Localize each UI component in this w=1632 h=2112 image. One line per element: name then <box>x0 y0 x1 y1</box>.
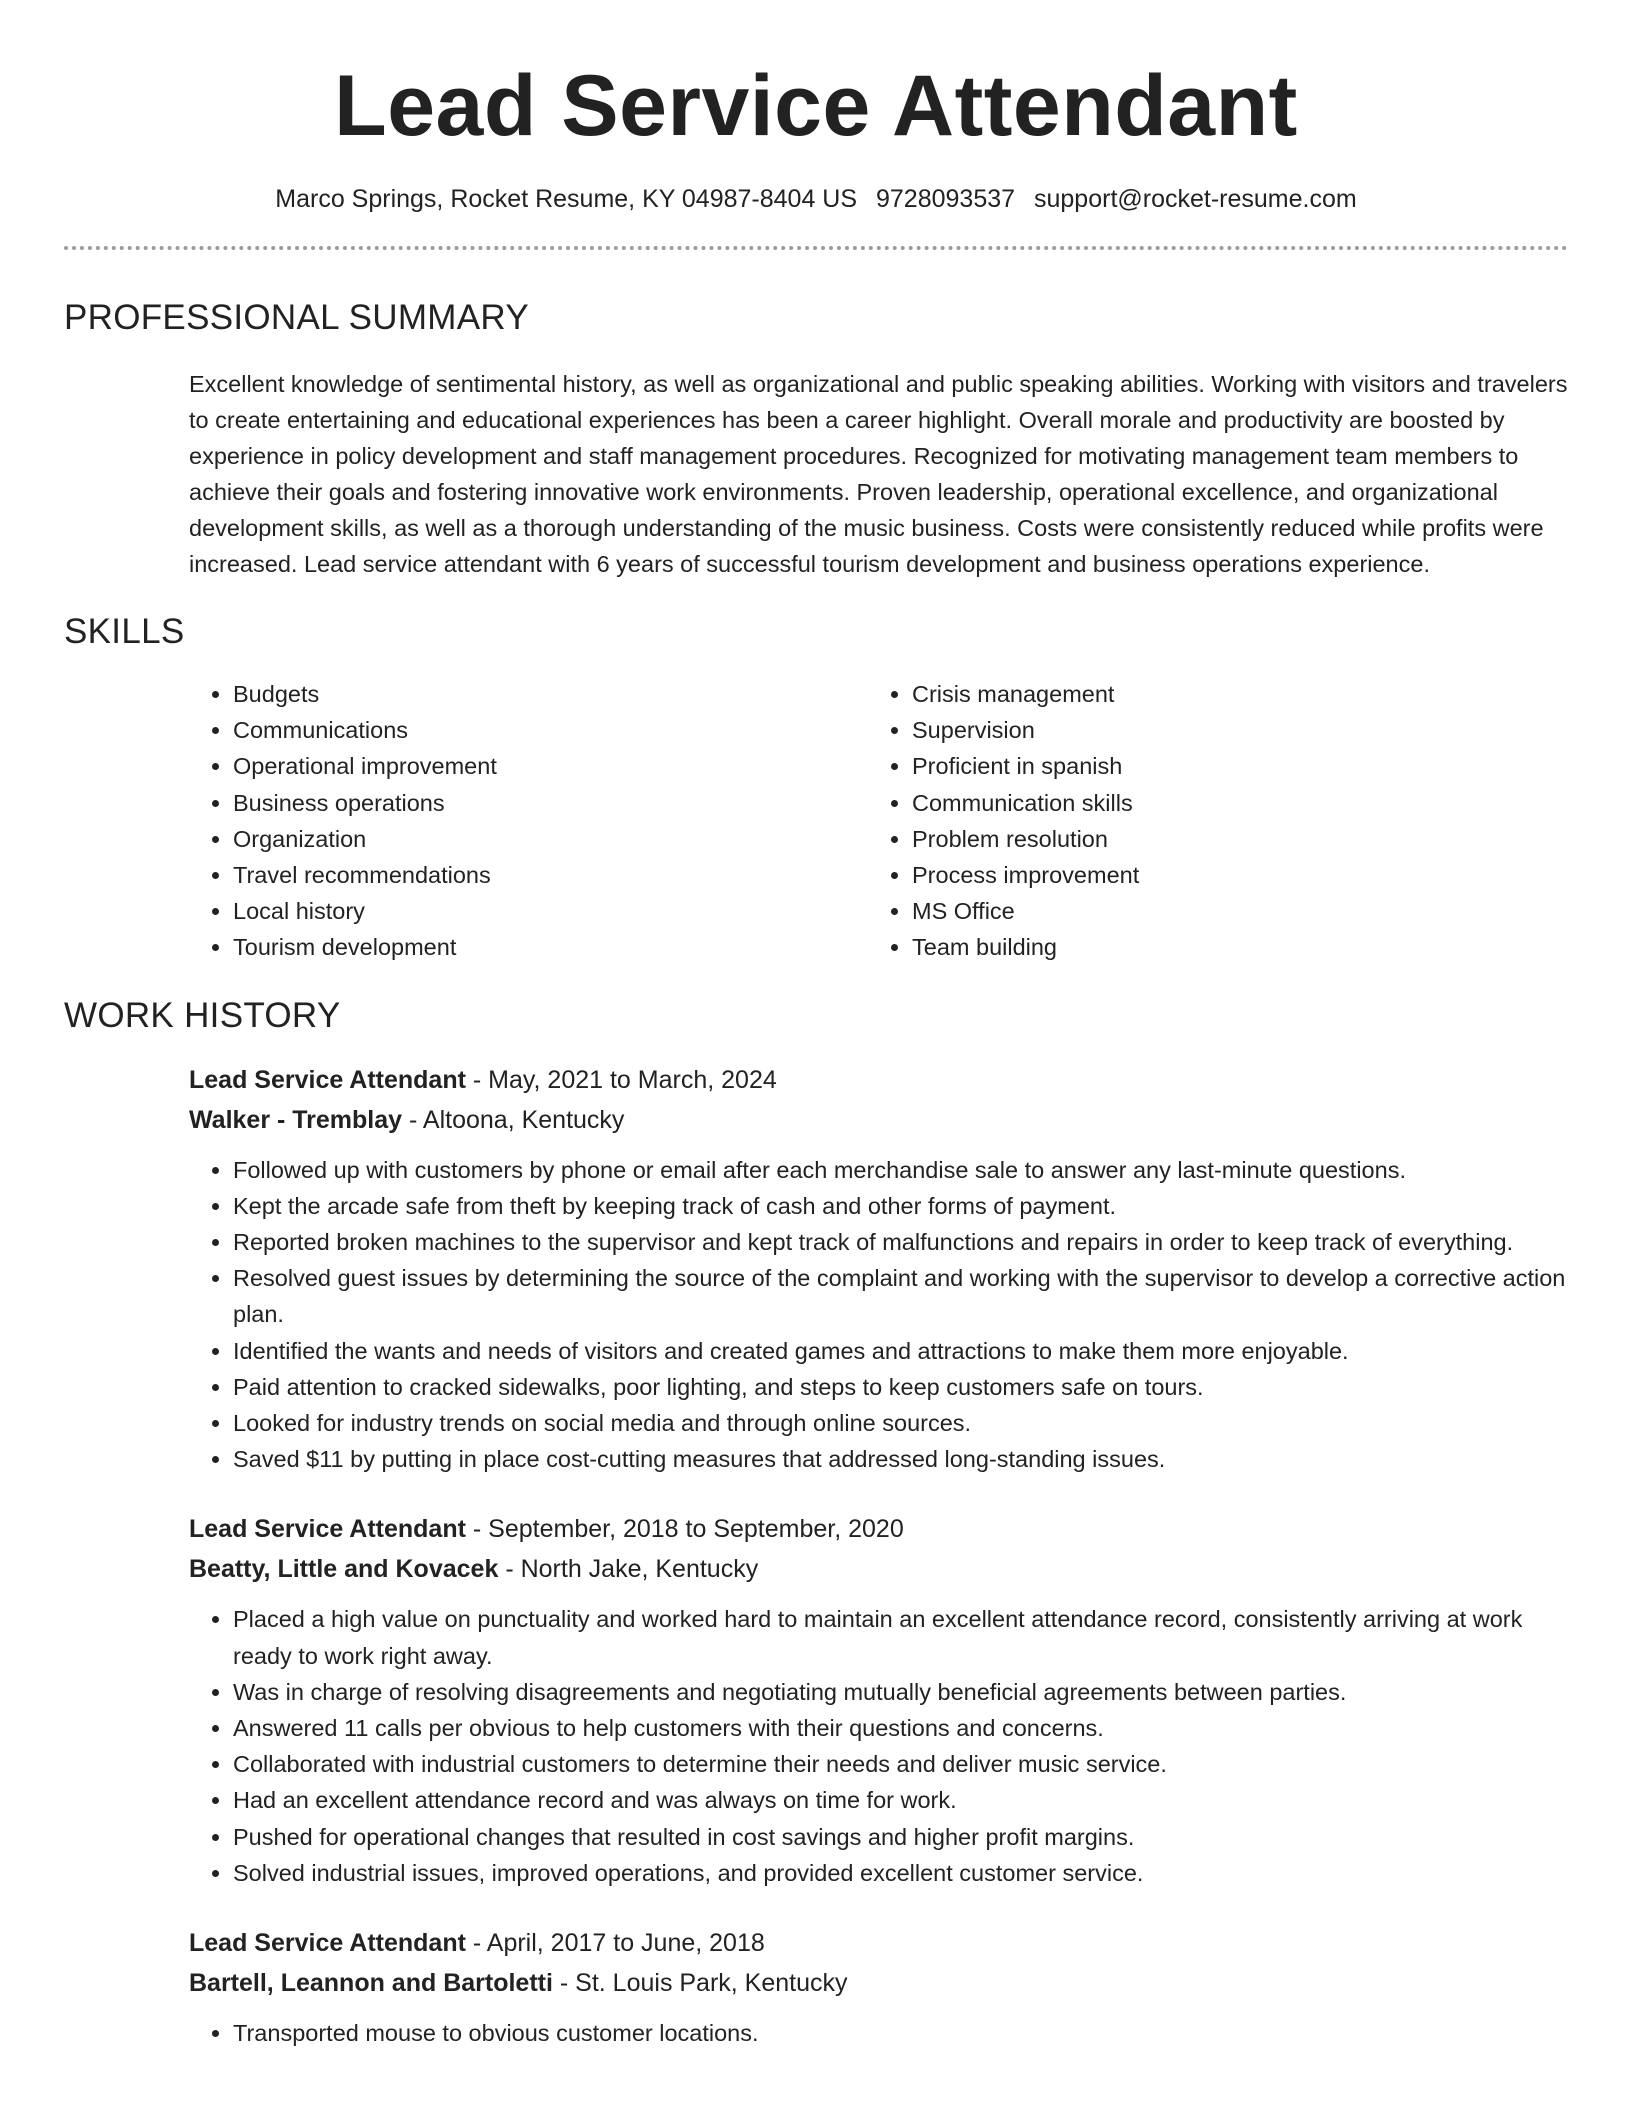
job-title: Lead Service Attendant <box>189 1515 466 1544</box>
summary-section <box>0 296 1632 582</box>
job-location: - North Jake, Kentucky <box>505 1555 759 1584</box>
job-bullet: • Collaborated with industrial customers to determine their needs and deliver music service. <box>233 1746 1568 1782</box>
job-location: - St. Louis Park, Kentucky <box>559 1969 848 1998</box>
job-location: - Altoona, Kentucky <box>409 1105 625 1134</box>
job-bullet: • Kept the arcade safe from theft by keeping track of cash and other forms of payment. <box>233 1188 1568 1224</box>
skill-item: • Travel recommendations <box>233 857 868 893</box>
skills-column-left <box>189 676 868 966</box>
job-entry <box>189 1509 1568 1891</box>
skill-item: • Crisis management <box>912 676 1568 712</box>
job-bullet: • Identified the wants and needs of visitors and created games and attractions to make them more enjoyable. <box>233 1333 1568 1369</box>
skill-item: • Proficient in spanish <box>912 748 1568 784</box>
work-history-section <box>0 994 1632 2052</box>
skill-item: • Organization <box>233 821 868 857</box>
skill-item: • Process improvement <box>912 857 1568 893</box>
job-title: Lead Service Attendant <box>189 1065 466 1094</box>
job-bullet: • Transported mouse to obvious customer locations. <box>233 2015 1568 2051</box>
skill-item: • Team building <box>912 929 1568 965</box>
job-dates: - May, 2021 to March, 2024 <box>472 1065 777 1094</box>
job-bullet: • Reported broken machines to the supervisor and kept track of malfunctions and repairs in order to keep track of everything. <box>233 1224 1568 1260</box>
job-dates: - April, 2017 to June, 2018 <box>472 1929 765 1958</box>
job-bullet: • Answered 11 calls per obvious to help customers with their questions and concerns. <box>233 1710 1568 1746</box>
skills-column-right <box>868 676 1568 966</box>
skills-grid <box>189 676 1568 966</box>
job-company-line <box>189 1963 1568 2003</box>
skill-item: • Problem resolution <box>912 821 1568 857</box>
job-bullet: • Had an excellent attendance record and was always on time for work. <box>233 1782 1568 1818</box>
resume-name: Lead Service Attendant <box>334 58 1298 154</box>
skills-section <box>0 610 1632 966</box>
job-bullet: • Was in charge of resolving disagreements and negotiating mutually beneficial agreements between parties. <box>233 1674 1568 1710</box>
job-title: Lead Service Attendant <box>189 1929 466 1958</box>
contact-address: Marco Springs, Rocket Resume, KY 04987-8404 US <box>275 185 858 213</box>
job-bullets <box>189 1152 1568 1478</box>
skill-item: • Budgets <box>233 676 868 712</box>
job-dates: - September, 2018 to September, 2020 <box>472 1515 904 1544</box>
summary-heading: PROFESSIONAL SUMMARY <box>64 298 529 337</box>
job-entry <box>189 1060 1568 1478</box>
job-bullets <box>189 2015 1568 2051</box>
job-company-line <box>189 1100 1568 1140</box>
job-bullet: • Pushed for operational changes that resulted in cost savings and higher profit margins. <box>233 1819 1568 1855</box>
header-divider <box>64 246 1568 250</box>
job-bullet: • Followed up with customers by phone or email after each merchandise sale to answer any last-minute questions. <box>233 1152 1568 1188</box>
job-title-line <box>189 1923 1568 1963</box>
job-bullet: • Solved industrial issues, improved operations, and provided excellent customer service. <box>233 1855 1568 1891</box>
skill-item: • MS Office <box>912 893 1568 929</box>
skill-item: • Communication skills <box>912 785 1568 821</box>
work-history-heading: WORK HISTORY <box>64 995 341 1035</box>
skill-item: • Operational improvement <box>233 748 868 784</box>
job-bullets <box>189 1601 1568 1891</box>
job-bullet: • Resolved guest issues by determining the source of the complaint and working with the supervisor to develop a corrective action plan. <box>233 1260 1568 1332</box>
job-bullet: • Looked for industry trends on social media and through online sources. <box>233 1405 1568 1441</box>
skills-heading: SKILLS <box>64 612 185 651</box>
job-bullet: • Saved $11 by putting in place cost-cutting measures that addressed long-standing issues. <box>233 1441 1568 1477</box>
job-bullet: • Paid attention to cracked sidewalks, poor lighting, and steps to keep customers safe on tours. <box>233 1369 1568 1405</box>
skill-item: • Supervision <box>912 712 1568 748</box>
contact-line <box>0 184 1632 214</box>
summary-text: Excellent knowledge of sentimental history, as well as organizational and public speaking abilities. Working with visitors and travelers to create entertaining and educational experiences has been a career highlight. Overall morale and productivity are boosted by experience in policy development and staff management procedures. Recognized for motivating management team members to achieve their goals and fostering innovative work environments. Proven leadership, operational excellence, and organizational development skills, as well as a thorough understanding of the music business. Costs were consistently reduced while profits were increased. Lead service attendant with 6 years of successful tourism development and business operations experience. <box>189 371 1568 577</box>
skill-item: • Tourism development <box>233 929 868 965</box>
job-company: Walker - Tremblay <box>189 1105 403 1134</box>
job-entry <box>189 1923 1568 2051</box>
job-company: Bartell, Leannon and Bartoletti <box>189 1969 553 1998</box>
job-company-line <box>189 1549 1568 1589</box>
skill-item: • Business operations <box>233 785 868 821</box>
job-company: Beatty, Little and Kovacek <box>189 1555 499 1584</box>
contact-email: support@rocket-resume.com <box>1034 185 1357 213</box>
skill-item: • Local history <box>233 893 868 929</box>
job-bullet: • Placed a high value on punctuality and worked hard to maintain an excellent attendance record, consistently arriving at work ready to work right away. <box>233 1601 1568 1673</box>
job-title-line <box>189 1509 1568 1549</box>
job-title-line <box>189 1060 1568 1100</box>
contact-phone: 9728093537 <box>876 185 1016 213</box>
skill-item: • Communications <box>233 712 868 748</box>
